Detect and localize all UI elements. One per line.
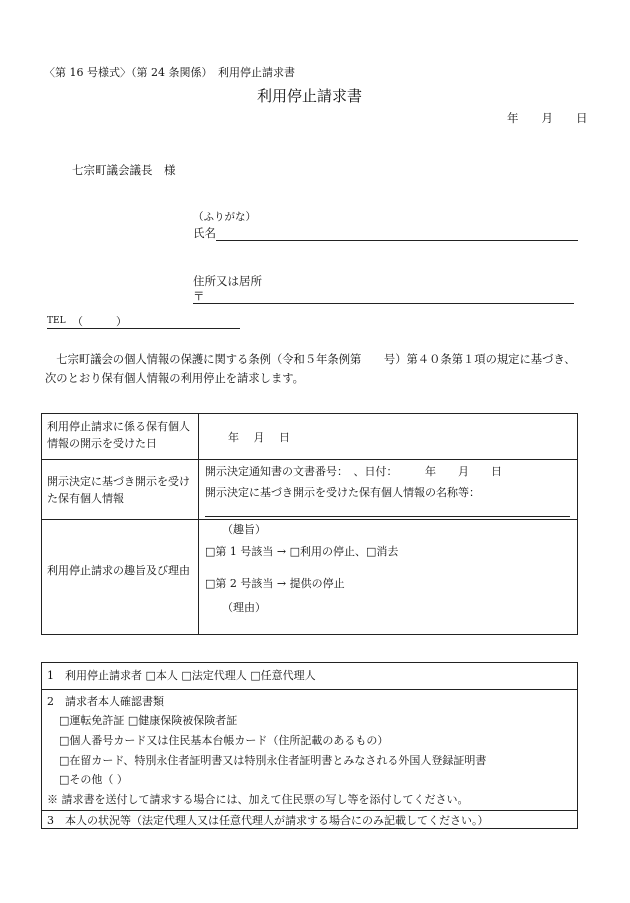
request-table-divider xyxy=(198,413,199,635)
name-field-line[interactable] xyxy=(216,240,578,241)
request-table-rule xyxy=(41,459,578,460)
tel-label: TEL xyxy=(47,316,66,326)
disclosure-date-value[interactable]: 年 月 日 xyxy=(228,431,290,444)
address-label: 住所又は居所 xyxy=(193,274,262,288)
option-item-2[interactable]: □第 2 号該当 → 提供の停止 xyxy=(205,577,345,590)
reason-heading: （理由） xyxy=(222,601,266,614)
purpose-reason-label: 利用停止請求の趣旨及び理由 xyxy=(47,564,190,577)
body-text: 七宗町議会の個人情報の保護に関する条例（令和５年条例第 号）第４０条第１項の規定に基づき、次のとおり保有個人情報の利用停止を請求します。 xyxy=(45,353,576,386)
date-line: 年 月 日 xyxy=(507,111,588,125)
requester-table-rule xyxy=(41,810,578,811)
addressee: 七宗町議会議長 様 xyxy=(72,163,176,177)
disclosed-info-label: 開示決定に基づき開示を受けた保有個人情報 xyxy=(47,475,190,506)
furigana-label: （ふりがな） xyxy=(193,211,256,223)
id-document-item[interactable]: □個人番号カード又は住民基本台帳カード（住所記載のあるもの） xyxy=(59,734,389,747)
address-field-line[interactable] xyxy=(193,303,574,304)
name-label: 氏名 xyxy=(193,226,216,240)
tel-parens: （ ） xyxy=(72,315,127,328)
tel-field-line[interactable] xyxy=(47,328,240,329)
id-documents-title: 2 請求者本人確認書類 xyxy=(47,695,164,708)
request-table-rule xyxy=(41,519,578,520)
disclosure-date-label: 利用停止請求に係る保有個人情報の開示を受けた日 xyxy=(47,420,190,451)
principal-status-row: 3 本人の状況等（法定代理人又は任意代理人が請求する場合にのみ記載してください。） xyxy=(47,814,489,827)
disclosed-info-name[interactable]: 開示決定に基づき開示を受けた保有個人情報の名称等： xyxy=(205,486,480,499)
purpose-heading: （趣旨） xyxy=(222,523,266,536)
form-number: 〈第 16 号様式〉（第 24 条関係） 利用停止請求書 xyxy=(44,66,295,79)
id-document-item[interactable]: □その他（ ） xyxy=(59,773,128,786)
document-title: 利用停止請求書 xyxy=(257,87,363,105)
id-document-item[interactable]: □運転免許証 □健康保険被保険者証 xyxy=(59,714,238,727)
notice-number-line[interactable]: 開示決定通知書の文書番号： 、日付： 年 月 日 xyxy=(205,465,502,478)
requester-type-row[interactable]: 1 利用停止請求者 □本人 □法定代理人 □任意代理人 xyxy=(47,669,316,682)
id-document-item[interactable]: □在留カード、特別永住者証明書又は特別永住者証明書とみなされる外国人登録証明書 xyxy=(59,754,487,767)
residence-note: ※ 請求書を送付して請求する場合には、加えて住民票の写し等を添付してください。 xyxy=(47,793,469,806)
postal-mark: 〒 xyxy=(193,289,205,303)
requester-table-rule xyxy=(41,689,578,690)
disclosed-info-line xyxy=(205,516,570,517)
option-item-1[interactable]: □第 1 号該当 → □利用の停止、□消去 xyxy=(205,545,399,558)
